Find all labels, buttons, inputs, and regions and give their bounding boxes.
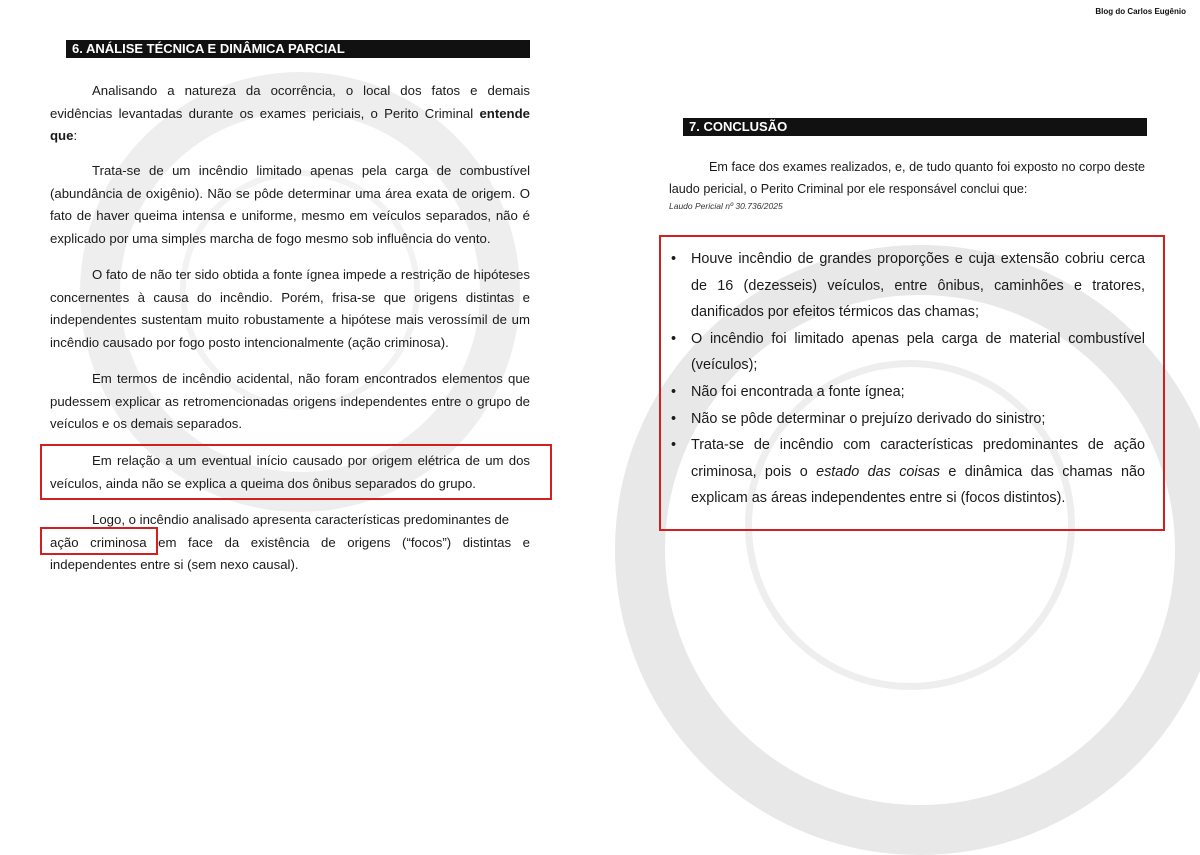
conclusion-item <box>669 326 1145 379</box>
paragraph-conclusion-criminal <box>50 509 530 577</box>
blog-watermark: Blog do Carlos Eugênio <box>1095 7 1186 16</box>
conclusion-item-text: Não foi encontrada a fonte ígnea; <box>691 383 905 400</box>
section-6-header: 6. ANÁLISE TÉCNICA E DINÂMICA PARCIAL <box>66 40 530 58</box>
conclusion-item-text: Trata-se de incêndio com características predominantes de ação criminosa, pois o <box>691 437 1145 480</box>
conclusion-item <box>669 406 1145 433</box>
p1-bold: entende que <box>50 105 530 143</box>
paragraph-accidental-fire: Em termos de incêndio acidental, não foram encontrados elementos que pudessem explicar as retromencionadas origens independentes entre o grupo de veículos e os demais separados. <box>50 371 530 431</box>
conclusion-item-text-end: e dinâmica das chamas não explicam as áreas independentes entre si (focos distintos). <box>691 463 1145 507</box>
conclusion-intro: Em face dos exames realizados, e, de tudo quanto foi exposto no corpo deste laudo pericial, o Perito Criminal por ele responsável conclui que: <box>669 160 1145 196</box>
conclusion-item-text: Houve incêndio de grandes proporções e cuja extensão cobriu cerca de 16 (dezesseis) veículos, entre ônibus, caminhões e tratores, danificados por efeitos térmicos das chamas; <box>691 251 1145 321</box>
bullet-icon: • <box>671 410 677 427</box>
bullet-icon: • <box>671 330 677 347</box>
p6-rest: ação criminosa em face da existência de origens (“focos”) distintas e independentes entre si (sem nexo causal). <box>50 534 530 572</box>
conclusion-item-text: Não se pôde determinar o prejuízo derivado do sinistro; <box>691 410 1046 427</box>
conclusion-item <box>669 379 1145 406</box>
report-number: Laudo Pericial nº 30.736/2025 <box>669 201 783 211</box>
conclusion-item-italic: estado das coisas <box>816 463 940 480</box>
left-document-page <box>40 0 540 636</box>
conclusion-item <box>669 432 1145 512</box>
conclusion-list <box>669 246 1145 512</box>
paragraph-electrical-origin: Em relação a um eventual início causado por origem elétrica de um dos veículos, ainda não se explica a queima dos ônibus separados do grupo. <box>50 453 530 491</box>
p1-end: : <box>73 128 78 143</box>
right-document-page <box>665 0 1165 636</box>
bullet-icon: • <box>671 383 677 400</box>
p6-line1: Logo, o incêndio analisado apresenta características predominantes de <box>92 512 510 527</box>
conclusion-item-text: O incêndio foi limitado apenas pela carga de material combustível (veículos); <box>691 330 1145 374</box>
p1-text: Analisando a natureza da ocorrência, o local dos fatos e demais evidências levantadas durante os exames periciais, o Perito Criminal <box>50 83 530 121</box>
paragraph-ignition-source: O fato de não ter sido obtida a fonte ígnea impede a restrição de hipóteses concernentes à causa do incêndio. Porém, frisa-se que origens distintas e independentes sustentam muito robustamente a hipótese mais verossímil de um incêndio causado por fogo posto intencionalmente (ação criminosa). <box>50 267 530 350</box>
paragraph-analysis-intro <box>50 80 530 148</box>
conclusion-item <box>669 246 1145 326</box>
section-7-header: 7. CONCLUSÃO <box>683 118 1147 136</box>
paragraph-fire-limited: Trata-se de um incêndio limitado apenas pela carga de combustível (abundância de oxigênio). Não se pôde determinar uma área exata de origem. O fato de haver queima intensa e uniforme, mesmo em veículos separados, não é explicado por uma simples marcha de fogo mesmo sob influência do vento. <box>50 163 530 246</box>
bullet-icon: • <box>671 437 677 454</box>
bullet-icon: • <box>671 251 677 267</box>
